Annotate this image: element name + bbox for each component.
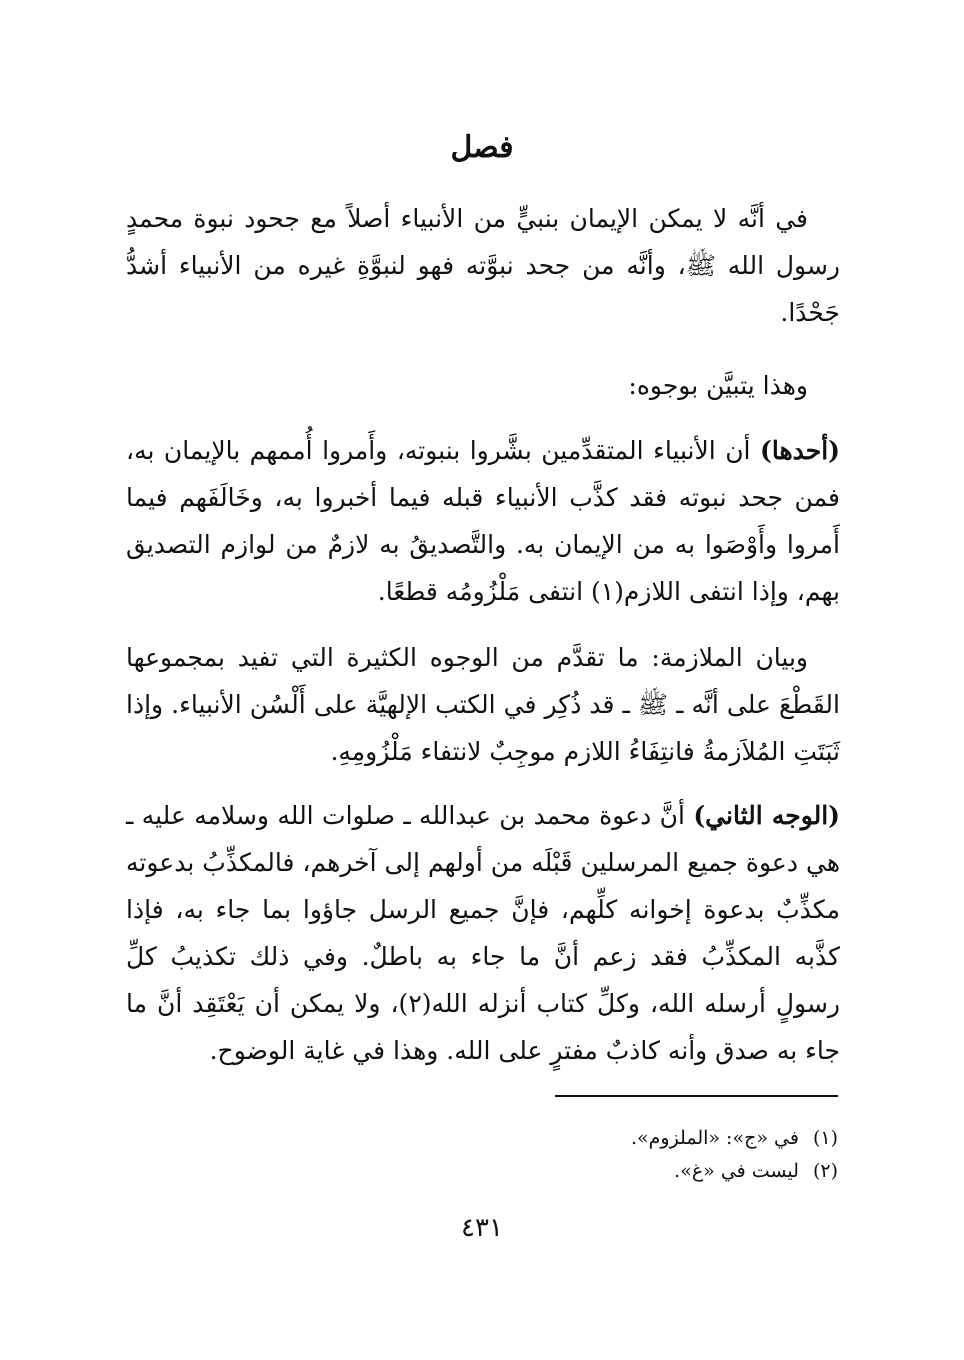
section-heading: فصل <box>450 130 514 165</box>
footnote-divider <box>555 1095 838 1097</box>
footnote-1-number: (١) <box>812 1127 838 1149</box>
second-aspect-label: (الوجه الثاني) <box>693 801 840 830</box>
footnote-1-text: في «ج»: «الملزوم». <box>630 1127 799 1149</box>
footnote-2 <box>674 1156 838 1186</box>
intro-paragraph: في أنَّه لا يمكن الإيمان بنبيٍّ من الأنبياء أصلاً مع جحود نبوة محمدٍ رسول الله ﷺ، وأنَّه من جحد نبوَّته فهو لنبوَّةِ غيره من الأنبياء أشدُّ جَحْدًا. <box>126 204 840 327</box>
transition-paragraph: وهذا يتبيَّن بوجوه: <box>628 371 808 400</box>
second-aspect-paragraph <box>126 792 840 1074</box>
footnote-2-number: (٢) <box>812 1160 838 1182</box>
first-aspect-label: (أحدها) <box>760 436 840 465</box>
page-number: ٤٣١ <box>461 1213 503 1243</box>
footnote-2-text: ليست في «غ». <box>674 1160 799 1182</box>
implication-paragraph: وبيان الملازمة: ما تقدَّم من الوجوه الكثيرة التي تفيد بمجموعها القَطْعَ على أنَّه ـ ﷺ ـ قد ذُكِر في الكتب الإلهيَّة على أَلْسُن الأنبياء. وإذا ثَبَتَتِ المُلاَزمةُ فانتِفَاءُ اللازم موجِبٌ لانتفاء مَلْزُومِهِ. <box>126 643 840 766</box>
second-aspect-text: أنَّ دعوة محمد بن عبدالله ـ صلوات الله وسلامه عليه ـ هي دعوة جميع المرسلين قَبْلَه من أولهم إلى آخرهم، فالمكذِّبُ بدعوته مكذِّبٌ بدعوة إخوانه كلِّهم، فإنَّ جميع الرسل جاؤوا بما جاء به، فإذا كذَّبه المكذِّبُ فقد زعم أنَّ ما جاء به باطلٌ. وفي ذلك تكذيبُ كلِّ رسولٍ أرسله الله، وكلِّ كتاب أنزله الله(٢)، ولا يمكن أن يَعْتَقِد أنَّ ما جاء به صدق وأنه كاذبٌ مفترٍ على الله. وهذا في غاية الوضوح. <box>126 801 840 1065</box>
first-aspect-text: أن الأنبياء المتقدِّمين بشَّروا بنبوته، وأَمروا أُممهم بالإيمان به، فمن جحد نبوته فقد كذَّب الأنبياء قبله فيما أخبروا به، وخَالَفَهم فيما أَمروا وأَوْصَوا به من الإيمان به. والتَّصديقُ به لازمٌ من لوازم التصديق بهم، وإذا انتفى اللازم(١) انتفى مَلْزُومُه قطعًا. <box>126 436 840 606</box>
footnote-1 <box>631 1123 838 1153</box>
first-aspect-paragraph <box>126 427 840 615</box>
